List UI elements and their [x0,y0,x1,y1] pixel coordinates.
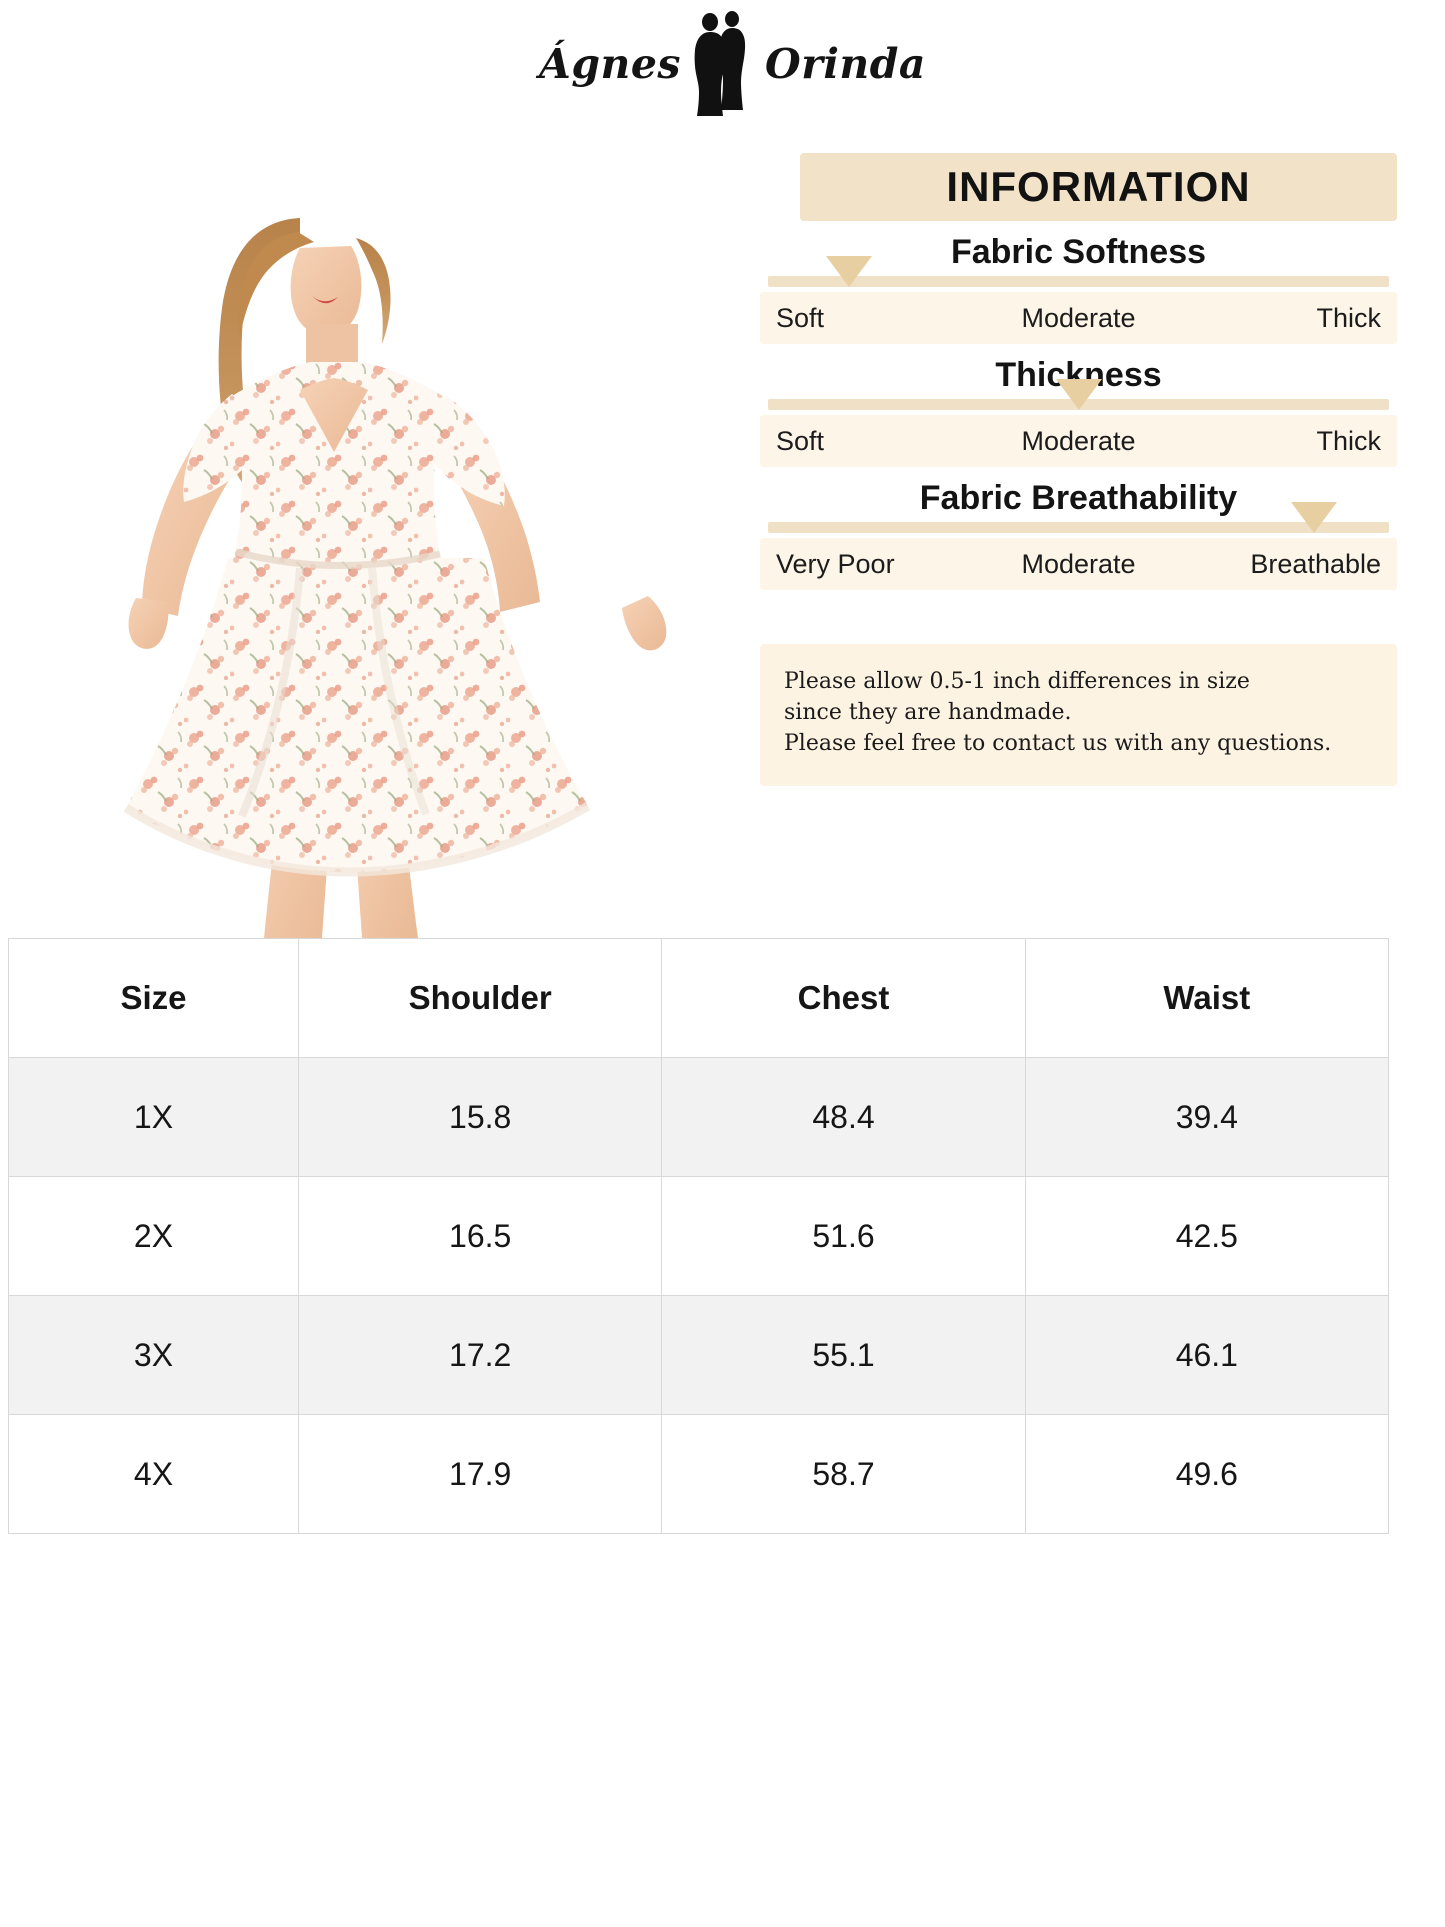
note-line-1: Please allow 0.5-1 inch differences in size [784,669,1250,694]
information-panel [740,128,1445,938]
model-photo [0,128,740,938]
column-header-waist: Waist [1025,939,1388,1058]
brand-lockup [539,10,926,118]
upper-section [0,128,1445,938]
meter-title-thickness: Thickness [995,356,1162,394]
cell-chest: 48.4 [662,1058,1025,1177]
cell-size: 3X [9,1296,299,1415]
meter-marker-fabric-softness [826,256,872,287]
meter-label-high: Breathable [1250,548,1382,579]
cell-size: 4X [9,1415,299,1534]
meter-labels-thickness [760,415,1397,467]
meter-label-mid: Moderate [1021,548,1136,579]
cell-size: 2X [9,1177,299,1296]
meter-labels-fabric-softness [760,292,1397,344]
cell-waist: 42.5 [1025,1177,1388,1296]
size-chart [8,938,1389,1534]
meter-title-fabric-breathability: Fabric Breathability [919,479,1238,517]
cell-chest: 51.6 [662,1177,1025,1296]
meter-title-fabric-softness: Fabric Softness [950,233,1207,271]
table-row [9,1058,1389,1177]
meter-marker-fabric-breathability [1291,502,1337,533]
meter-fabric-softness [760,276,1397,344]
woman-silhouette-icon [687,10,749,118]
column-header-chest: Chest [662,939,1025,1058]
meter-label-low: Soft [776,302,825,333]
brand-header [0,0,1445,128]
meter-fabric-breathability [760,522,1397,590]
cell-shoulder: 15.8 [299,1058,662,1177]
cell-chest: 55.1 [662,1296,1025,1415]
meter-label-high: Thick [1316,302,1382,333]
cell-waist: 39.4 [1025,1058,1388,1177]
size-note-box [760,644,1397,786]
brand-name-first: Ágnes [539,39,682,88]
cell-waist: 46.1 [1025,1296,1388,1415]
cell-chest: 58.7 [662,1415,1025,1534]
meter-label-low: Soft [776,425,825,456]
note-line-2: since they are handmade. [784,700,1072,726]
size-table [8,938,1389,1534]
table-header-row [9,939,1389,1058]
meter-marker-thickness [1056,379,1102,410]
meter-label-mid: Moderate [1021,425,1136,456]
table-row [9,1415,1389,1534]
cell-waist: 49.6 [1025,1415,1388,1534]
column-header-size: Size [9,939,299,1058]
product-photo-column [0,128,740,938]
meter-thickness [760,399,1397,467]
information-title: INFORMATION [946,163,1251,210]
cell-shoulder: 17.9 [299,1415,662,1534]
cell-shoulder: 17.2 [299,1296,662,1415]
meter-label-mid: Moderate [1021,302,1136,333]
meter-labels-fabric-breathability [760,538,1397,590]
information-banner [800,153,1397,221]
meter-label-low: Very Poor [776,548,895,579]
table-row [9,1296,1389,1415]
cell-shoulder: 16.5 [299,1177,662,1296]
brand-name-second: Orinda [765,39,926,88]
cell-size: 1X [9,1058,299,1177]
column-header-shoulder: Shoulder [299,939,662,1058]
meter-label-high: Thick [1316,425,1382,456]
note-line-3: Please feel free to contact us with any questions. [784,731,1332,757]
table-row [9,1177,1389,1296]
